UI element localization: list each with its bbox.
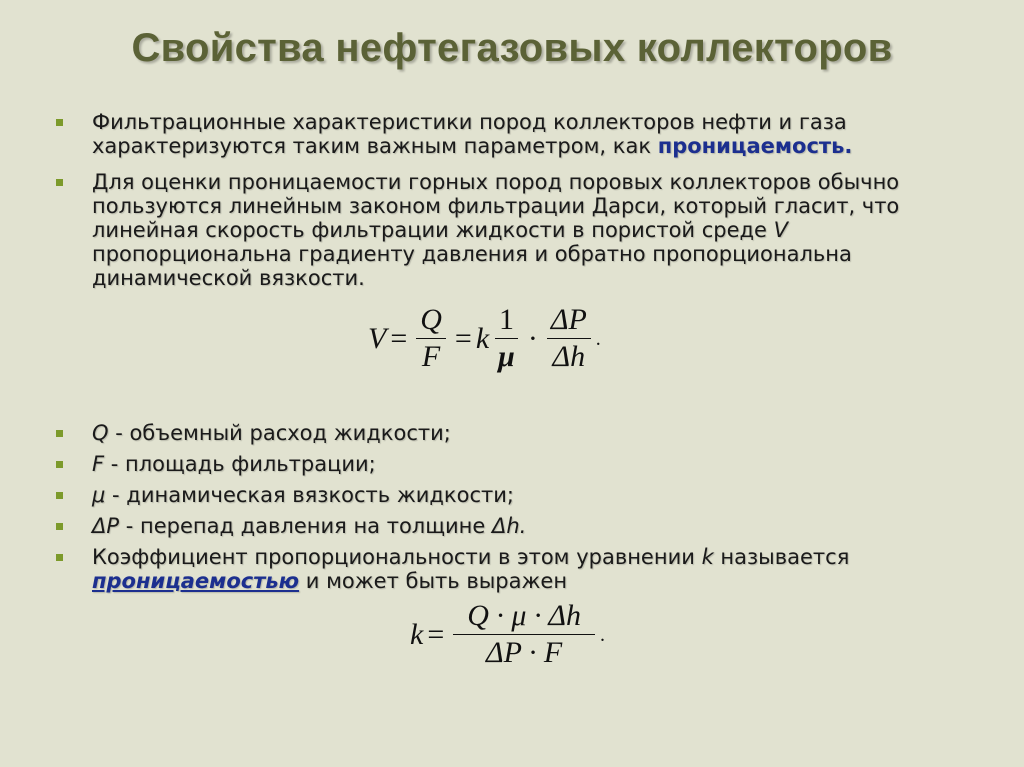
darcy-formula: [368, 304, 601, 373]
fraction-numerator: Q · μ · Δh: [453, 600, 595, 635]
formula-dot: ·: [527, 321, 538, 355]
paragraph-permeability-intro: [64, 110, 964, 158]
square-bullet-icon: [56, 119, 63, 126]
slide-title: Свойства нефтегазовых коллекторов: [131, 26, 893, 70]
square-bullet-icon: [56, 179, 63, 186]
fraction-q-over-f: [416, 304, 446, 373]
fraction-denominator: ΔP · F: [486, 636, 563, 669]
fraction-numerator: 1: [495, 304, 518, 339]
definition-text: - площадь фильтрации;: [104, 452, 376, 476]
definition-dp: [64, 514, 964, 538]
velocity-variable: V: [773, 218, 789, 242]
definition-variable: Q: [92, 421, 109, 445]
fraction-permeability: [453, 600, 595, 669]
formula-equals: =: [390, 321, 408, 355]
formula-lhs: k: [410, 617, 424, 651]
definition-text: - объемный расход жидкости;: [108, 421, 451, 445]
definition-text: - динамическая вязкость жидкости;: [105, 483, 514, 507]
formula-k: k: [475, 321, 490, 355]
square-bullet-icon: [56, 430, 63, 437]
highlight-term: проницаемостью: [92, 569, 300, 593]
paragraph-text-cont: называется: [713, 545, 850, 569]
definition-text: - перепад давления на толщине: [119, 514, 492, 538]
square-bullet-icon: [56, 461, 63, 468]
fraction-dp-over-dh: [547, 304, 591, 373]
definition-q: [64, 421, 964, 445]
definition-variable: F: [92, 452, 105, 476]
paragraph-permeability-coefficient: [64, 545, 964, 593]
k-variable: k: [701, 545, 714, 569]
formula-period: .: [600, 624, 606, 646]
highlight-term: проницаемость.: [657, 134, 853, 158]
paragraph-text: Для оценки проницаемости горных пород поровых коллекторов обычно пользуются линейным законом фильтрации Дарси, который гласит, что линейная скорость фильтрации жидкости в пористой среде: [92, 170, 900, 242]
fraction-denominator: μ: [498, 340, 515, 373]
fraction-denominator: F: [421, 340, 441, 373]
paragraph-text: Фильтрационные характеристики пород коллекторов нефти и газа характеризуются таким важным параметром, как: [92, 110, 847, 158]
formula-equals: =: [427, 617, 445, 651]
formula-equals: =: [454, 321, 472, 355]
fraction-numerator: ΔP: [547, 304, 591, 339]
paragraph-text-cont: пропорциональна градиенту давления и обратно пропорциональна динамической вязкости.: [92, 242, 852, 290]
paragraph-darcy-law: [64, 170, 964, 290]
paragraph-text: Коэффициент пропорциональности в этом уравнении: [92, 545, 702, 569]
fraction-denominator: Δh: [552, 340, 586, 373]
definition-variable: μ: [92, 483, 106, 507]
square-bullet-icon: [56, 523, 63, 530]
definition-mu: [64, 483, 964, 507]
formula-lhs: V: [368, 321, 387, 355]
definition-variable: ΔP: [92, 514, 120, 538]
formula-period: .: [595, 328, 601, 350]
definition-f: [64, 452, 964, 476]
definition-variable-2: Δh.: [491, 514, 527, 538]
permeability-formula: [410, 600, 605, 669]
square-bullet-icon: [56, 492, 63, 499]
fraction-numerator: Q: [416, 304, 446, 339]
square-bullet-icon: [56, 554, 63, 561]
paragraph-text-end: и может быть выражен: [299, 569, 568, 593]
fraction-one-over-mu: [494, 304, 519, 373]
